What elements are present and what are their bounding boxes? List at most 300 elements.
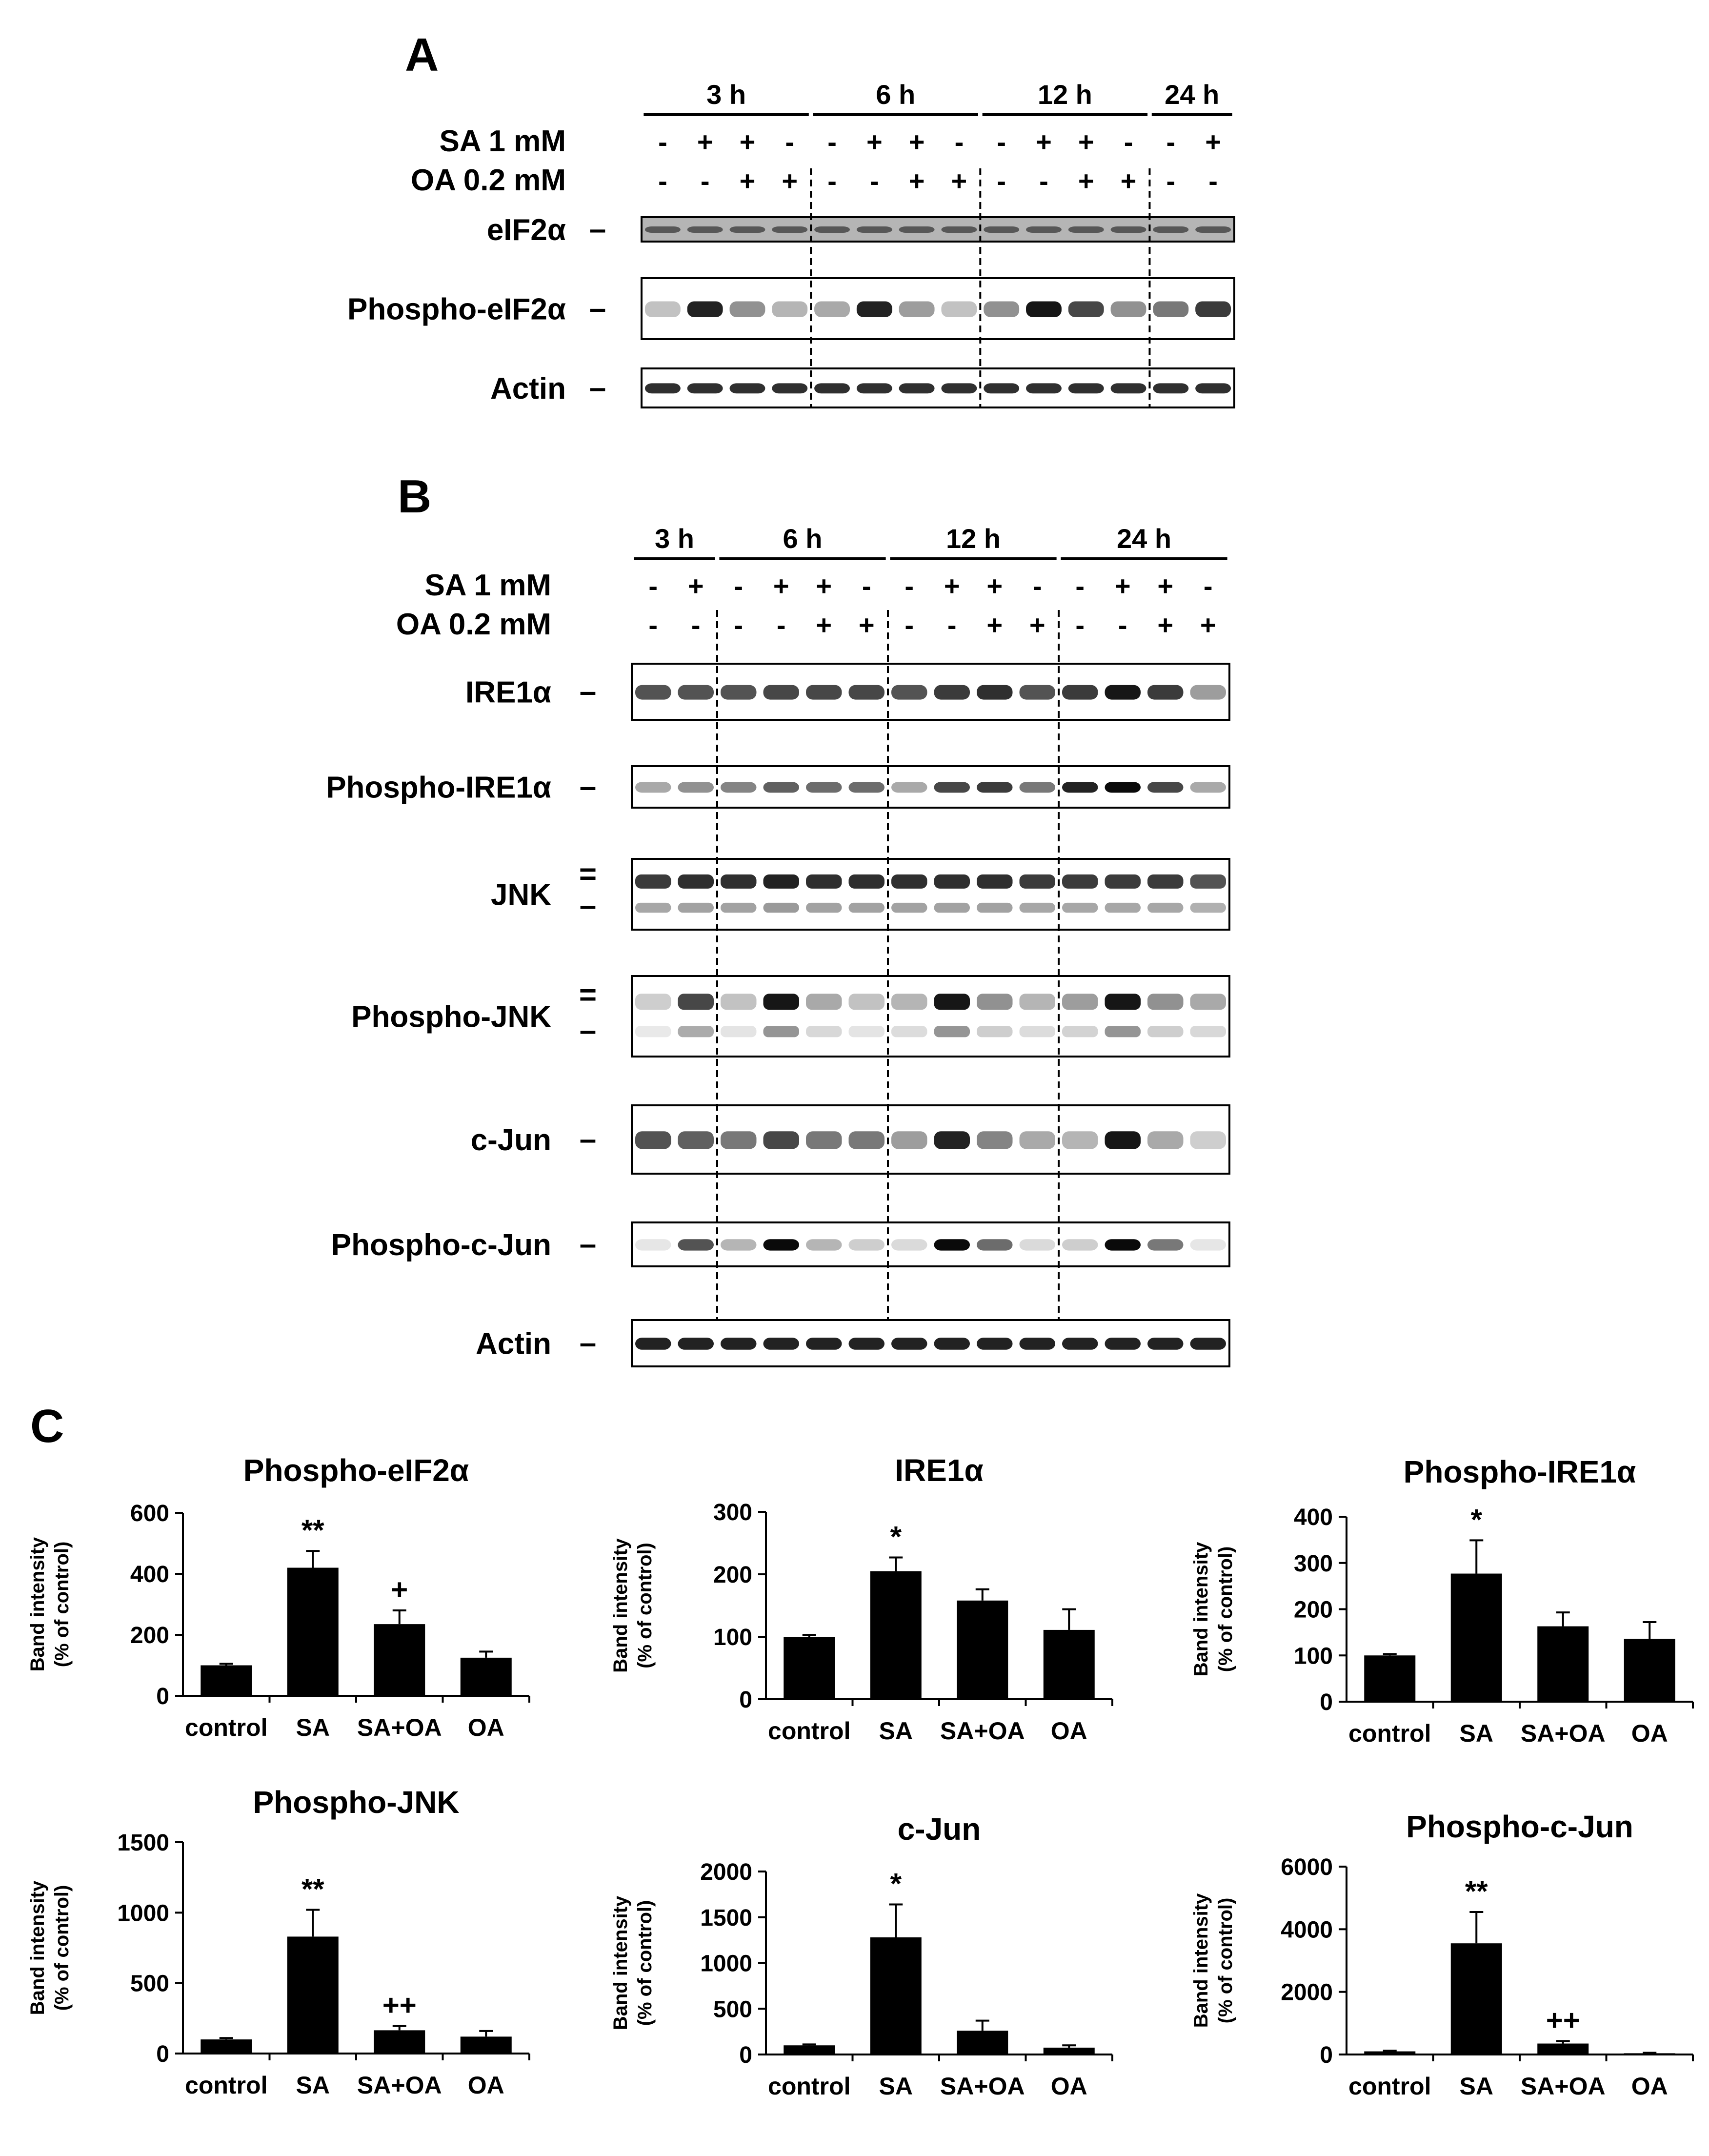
category-label: SA+OA <box>357 2072 442 2099</box>
y-tick-label: 0 <box>156 2041 169 2067</box>
y-tick-label: 200 <box>713 1562 752 1588</box>
y-tick-label: 1000 <box>117 1900 169 1927</box>
panel-b-band <box>977 685 1013 700</box>
significance-mark: ++ <box>382 1989 417 2022</box>
panel-a-band <box>730 226 765 233</box>
panel-a-blot-label: Phospho-eIF2α <box>347 292 566 326</box>
category-label: SA+OA <box>940 2073 1025 2100</box>
panel-b-band <box>1147 1338 1184 1350</box>
y-tick-label: 400 <box>1293 1505 1333 1530</box>
panel-a-band <box>1026 226 1062 233</box>
panel-a-band <box>687 302 723 318</box>
panel-b-band <box>806 994 842 1010</box>
panel-b-time-label: 12 h <box>945 523 1001 554</box>
category-label: SA <box>296 2072 330 2099</box>
panel-b-sign: - <box>1075 610 1085 640</box>
panel-b-band <box>977 1239 1013 1250</box>
panel-b-band <box>977 875 1013 889</box>
panel-a-time-label: 6 h <box>876 79 916 110</box>
panel-b-band <box>1062 1338 1098 1350</box>
bar <box>1537 2044 1588 2054</box>
significance-mark: + <box>391 1573 408 1606</box>
panel-b-band <box>849 994 885 1010</box>
panel-b-marker: – <box>579 674 597 709</box>
panel-b-band <box>1190 1026 1226 1037</box>
panel-b-band <box>1020 994 1056 1010</box>
bar <box>461 1658 512 1696</box>
panel-b-sign: - <box>648 570 658 601</box>
panel-a-sign: - <box>827 126 837 157</box>
panel-b-band <box>977 903 1013 913</box>
y-tick-label: 4000 <box>1281 1917 1333 1943</box>
panel-b-sign: - <box>1118 610 1127 640</box>
panel-b-band <box>764 782 800 793</box>
panel-b-band <box>764 685 800 700</box>
panel-b-band <box>891 903 927 913</box>
chart-0 <box>27 1453 529 1741</box>
y-tick-label: 1500 <box>700 1905 752 1931</box>
panel-b-band <box>1020 782 1056 793</box>
panel-b-band <box>1190 1338 1226 1350</box>
panel-b-band <box>891 875 927 889</box>
bar <box>1624 1639 1675 1702</box>
panel-b-band <box>721 1338 757 1350</box>
panel-a-sign: + <box>1120 165 1137 196</box>
bar <box>1451 1943 1502 2054</box>
chart-2 <box>1190 1454 1693 1747</box>
panel-a-letter: A <box>405 29 439 81</box>
panel-b-time-label: 3 h <box>655 523 694 554</box>
panel-b-sign: + <box>773 570 789 601</box>
panel-b-band <box>849 685 885 700</box>
panel-a-time-label: 12 h <box>1037 79 1092 110</box>
panel-a-sign: + <box>1078 165 1094 196</box>
bar <box>201 1666 252 1696</box>
panel-b-band <box>891 1131 927 1149</box>
panel-b-band <box>1147 1131 1184 1149</box>
panel-b-band <box>849 782 885 793</box>
category-label: control <box>185 2072 268 2099</box>
panel-b-band <box>1147 782 1184 793</box>
panel-a-sign: - <box>785 126 795 157</box>
panel-b-band <box>1062 685 1098 700</box>
panel-b-sign: + <box>1157 570 1174 601</box>
category-label: OA <box>1631 2073 1668 2100</box>
panel-b-blot-label: IRE1α <box>465 675 551 710</box>
bar <box>957 1601 1008 1699</box>
bar <box>870 1571 922 1699</box>
bar <box>287 1936 339 2054</box>
panel-a <box>347 79 1234 407</box>
panel-a-band <box>1111 302 1146 318</box>
panel-b-band <box>635 994 671 1010</box>
y-tick-label: 200 <box>1293 1597 1333 1623</box>
panel-a-marker: – <box>589 212 606 246</box>
panel-a-band <box>645 302 681 318</box>
panel-a-sign: + <box>739 165 756 196</box>
panel-b-time-label: 24 h <box>1116 523 1172 554</box>
panel-b-band <box>934 903 970 913</box>
panel-a-band <box>645 226 681 233</box>
panel-b-marker: – <box>579 1227 597 1261</box>
bar <box>870 1937 922 2054</box>
panel-b-band <box>764 1338 800 1350</box>
panel-b-band <box>977 1026 1013 1037</box>
panel-b-band <box>635 782 671 793</box>
category-label: SA+OA <box>1520 2073 1606 2100</box>
panel-a-sign: - <box>954 126 964 157</box>
panel-a-marker: – <box>589 371 606 405</box>
panel-b-band <box>1105 1026 1141 1037</box>
panel-b-condition-label: OA 0.2 mM <box>396 608 551 641</box>
panel-b-band <box>1062 1239 1098 1250</box>
panel-b-band <box>1190 875 1226 889</box>
panel-b-band <box>1147 994 1184 1010</box>
category-label: SA <box>296 1714 330 1741</box>
panel-b-band <box>1020 685 1056 700</box>
panel-b-band <box>849 1026 885 1037</box>
panel-b-band <box>1105 1239 1141 1250</box>
panel-b-blot-label: Phospho-JNK <box>351 1000 551 1034</box>
y-tick-label: 600 <box>130 1501 169 1526</box>
y-tick-label: 100 <box>713 1625 752 1650</box>
y-tick-label: 0 <box>739 1687 752 1713</box>
y-axis-label: Band intensity <box>1190 1893 1212 2028</box>
panel-a-band <box>772 383 807 393</box>
panel-b-band <box>1105 1338 1141 1350</box>
panel-a-sign: + <box>697 126 713 157</box>
panel-a-condition-label: OA 0.2 mM <box>410 163 566 197</box>
panel-a-band <box>1195 226 1231 233</box>
panel-b-band <box>891 1338 927 1350</box>
panel-a-band <box>941 302 977 318</box>
bar <box>784 2045 835 2054</box>
panel-a-sign: - <box>658 165 667 196</box>
y-axis-label: (% of control) <box>634 1543 656 1668</box>
panel-b-band <box>1105 1131 1141 1149</box>
panel-a-sign: - <box>1039 165 1048 196</box>
panel-a-band <box>1111 226 1146 233</box>
panel-b-band <box>977 1131 1013 1149</box>
significance-mark: ** <box>1465 1875 1488 1908</box>
y-tick-label: 2000 <box>1281 1979 1333 2006</box>
panel-b-sign: - <box>1075 570 1085 601</box>
bar <box>201 2039 252 2054</box>
panel-b-band <box>1020 1131 1056 1149</box>
panel-b-band <box>1147 1026 1184 1037</box>
bar <box>1537 1627 1588 1702</box>
category-label: OA <box>1050 2073 1087 2100</box>
panel-b-band <box>721 903 757 913</box>
panel-a-sign: + <box>739 126 756 157</box>
panel-b-band <box>635 1338 671 1350</box>
panel-b-sign: + <box>816 570 832 601</box>
panel-a-band <box>1153 226 1188 233</box>
panel-a-band <box>772 226 807 233</box>
panel-b-band <box>806 1338 842 1350</box>
panel-b-sign: - <box>947 610 957 640</box>
panel-b-band <box>678 782 714 793</box>
bar <box>957 2031 1008 2054</box>
panel-a-band <box>645 383 681 393</box>
bar <box>461 2036 512 2054</box>
panel-b-band <box>635 1131 671 1149</box>
panel-a-band <box>941 226 977 233</box>
panel-b-band <box>1105 903 1141 913</box>
panel-b-sign: - <box>648 610 658 640</box>
panel-b-band <box>678 994 714 1010</box>
panel-a-marker: – <box>589 291 606 325</box>
bar <box>1044 2048 1095 2054</box>
category-label: SA+OA <box>940 1717 1025 1745</box>
panel-b-time-label: 6 h <box>783 523 823 554</box>
y-tick-label: 100 <box>1293 1643 1333 1669</box>
panel-b-band <box>891 1239 927 1250</box>
panel-b-blot-frame <box>632 859 1229 930</box>
panel-b-sign: - <box>691 610 701 640</box>
panel-b-sign: - <box>905 570 914 601</box>
panel-a-time-label: 24 h <box>1165 79 1220 110</box>
panel-c-charts <box>27 1453 1693 2100</box>
category-label: control <box>185 1714 268 1741</box>
y-tick-label: 400 <box>130 1562 169 1587</box>
panel-a-sign: - <box>1208 165 1218 196</box>
y-axis-label: Band intensity <box>1190 1542 1212 1677</box>
panel-b-marker: – <box>579 1326 597 1360</box>
category-label: control <box>768 1717 851 1745</box>
panel-b-sign: - <box>862 570 871 601</box>
panel-b-band <box>891 685 927 700</box>
panel-a-sign: - <box>869 165 879 196</box>
panel-b-band <box>678 1026 714 1037</box>
panel-b-band <box>1147 875 1184 889</box>
panel-a-sign: + <box>1205 126 1221 157</box>
panel-a-blot-label: eIF2α <box>486 213 566 247</box>
panel-b-band <box>806 685 842 700</box>
y-tick-label: 1500 <box>117 1830 169 1856</box>
significance-mark: ++ <box>1546 2004 1580 2037</box>
panel-b-band <box>849 875 885 889</box>
panel-b-band <box>1105 685 1141 700</box>
panel-a-band <box>1111 383 1146 393</box>
panel-a-band <box>814 302 850 318</box>
panel-b-sign: - <box>1203 570 1213 601</box>
category-label: SA <box>879 2073 913 2100</box>
panel-b-band <box>678 875 714 889</box>
y-axis-label: Band intensity <box>27 1880 48 2015</box>
panel-b-band <box>721 1026 757 1037</box>
category-label: OA <box>467 1714 504 1741</box>
panel-a-band <box>772 302 807 318</box>
panel-a-sign: + <box>1036 126 1052 157</box>
panel-b-sign: - <box>734 610 744 640</box>
panel-a-blot-label: Actin <box>490 372 566 406</box>
panel-b-band <box>849 1338 885 1350</box>
panel-b-band <box>1147 685 1184 700</box>
y-axis-label: (% of control) <box>1215 1546 1236 1672</box>
panel-b-band <box>1062 994 1098 1010</box>
category-label: SA+OA <box>1520 1720 1606 1747</box>
panel-a-band <box>899 226 935 233</box>
panel-b-band <box>764 875 800 889</box>
panel-b-band <box>891 782 927 793</box>
y-axis-label: (% of control) <box>51 1885 73 2011</box>
panel-b-band <box>721 875 757 889</box>
y-axis-label: Band intensity <box>610 1538 631 1673</box>
panel-b-marker: – <box>579 770 597 804</box>
panel-a-band <box>857 226 892 233</box>
panel-a-band <box>984 383 1019 393</box>
category-label: OA <box>1050 1717 1087 1745</box>
panel-a-band <box>1153 302 1188 318</box>
panel-b-band <box>721 994 757 1010</box>
panel-b-band <box>977 994 1013 1010</box>
y-tick-label: 1000 <box>700 1951 752 1977</box>
panel-a-band <box>814 383 850 393</box>
panel-b-band <box>721 1131 757 1149</box>
panel-a-band <box>899 383 935 393</box>
category-label: control <box>1348 1720 1431 1747</box>
chart-title: Phospho-eIF2α <box>243 1453 469 1488</box>
panel-b-band <box>1147 903 1184 913</box>
panel-b-band <box>1105 782 1141 793</box>
category-label: control <box>768 2073 851 2100</box>
panel-a-band <box>1026 302 1062 318</box>
panel-b-letter: B <box>398 470 432 523</box>
panel-b-band <box>934 1131 970 1149</box>
panel-b-band <box>934 685 970 700</box>
panel-b-band <box>934 875 970 889</box>
panel-b-band <box>721 685 757 700</box>
panel-b-band <box>1020 1239 1056 1250</box>
panel-b-blot-label: c-Jun <box>470 1123 551 1157</box>
panel-b-band <box>764 994 800 1010</box>
panel-b-blot-frame <box>632 976 1229 1057</box>
panel-b-band <box>1020 1026 1056 1037</box>
panel-b-band <box>934 782 970 793</box>
significance-mark: ** <box>301 1514 324 1547</box>
panel-a-band <box>1068 302 1104 318</box>
panel-a-sign: + <box>1078 126 1094 157</box>
panel-b-band <box>934 1239 970 1250</box>
panel-b-band <box>1062 782 1098 793</box>
panel-b-band <box>806 1239 842 1250</box>
panel-a-sign: - <box>997 165 1006 196</box>
y-tick-label: 0 <box>156 1684 169 1709</box>
panel-b-sign: - <box>734 570 744 601</box>
panel-b-band <box>934 1338 970 1350</box>
panel-a-band <box>984 226 1019 233</box>
panel-b-band <box>1020 1338 1056 1350</box>
panel-a-band <box>687 383 723 393</box>
panel-b-sign: + <box>1157 610 1174 640</box>
y-tick-label: 300 <box>713 1500 752 1525</box>
panel-b-band <box>1190 685 1226 700</box>
panel-b-band <box>764 1131 800 1149</box>
y-tick-label: 500 <box>130 1971 169 1997</box>
panel-b-condition-label: SA 1 mM <box>424 569 551 602</box>
y-axis-label: Band intensity <box>610 1895 631 2031</box>
chart-5 <box>1190 1809 1693 2100</box>
y-tick-label: 200 <box>130 1623 169 1648</box>
category-label: OA <box>1631 1720 1668 1747</box>
panel-a-band <box>1195 383 1231 393</box>
panel-b-marker: = <box>579 857 597 892</box>
panel-b-band <box>764 903 800 913</box>
panel-b-sign: + <box>816 610 832 640</box>
panel-b-band <box>977 782 1013 793</box>
category-label: SA <box>879 1717 913 1745</box>
chart-title: c-Jun <box>897 1811 981 1847</box>
panel-a-band <box>730 383 765 393</box>
panel-c-letter: C <box>30 1400 64 1452</box>
panel-a-sign: - <box>827 165 837 196</box>
y-tick-label: 0 <box>1320 2042 1333 2068</box>
panel-b-blot-label: Phospho-IRE1α <box>326 771 551 805</box>
panel-a-sign: + <box>951 165 967 196</box>
panel-b-band <box>806 782 842 793</box>
panel-a-sign: + <box>908 126 925 157</box>
panel-b-band <box>1062 875 1098 889</box>
panel-b-band <box>1020 903 1056 913</box>
panel-b-band <box>1105 994 1141 1010</box>
y-axis-label: (% of control) <box>1215 1897 1236 2024</box>
bar <box>374 1624 425 1696</box>
panel-b-sign: + <box>1029 610 1046 640</box>
panel-b-band <box>1062 1131 1098 1149</box>
panel-b-band <box>934 1026 970 1037</box>
y-axis-label: (% of control) <box>51 1541 73 1668</box>
panel-b-band <box>1062 903 1098 913</box>
significance-mark: * <box>1470 1503 1482 1536</box>
significance-mark: * <box>890 1867 902 1900</box>
panel-b-marker: – <box>579 1122 597 1156</box>
panel-b-marker: – <box>579 1014 597 1047</box>
category-label: SA+OA <box>357 1714 442 1741</box>
panel-b-sign: + <box>986 610 1003 640</box>
chart-3 <box>27 1785 529 2099</box>
y-tick-label: 0 <box>1320 1689 1333 1715</box>
panel-b-sign: - <box>905 610 914 640</box>
panel-b-band <box>891 1026 927 1037</box>
panel-a-band <box>814 226 850 233</box>
panel-b-blot-label: Actin <box>476 1327 551 1361</box>
y-tick-label: 500 <box>713 1996 752 2023</box>
panel-b-band <box>806 1026 842 1037</box>
panel-b-band <box>764 1239 800 1250</box>
panel-b-band <box>934 994 970 1010</box>
panel-b-band <box>635 1026 671 1037</box>
panel-a-band <box>857 302 892 318</box>
y-tick-label: 2000 <box>700 1859 752 1885</box>
chart-1 <box>610 1453 1112 1745</box>
panel-a-band <box>1195 302 1231 318</box>
panel-a-band <box>941 383 977 393</box>
panel-b-band <box>721 782 757 793</box>
panel-b-sign: + <box>944 570 960 601</box>
panel-a-band <box>730 302 765 318</box>
panel-a-band <box>857 383 892 393</box>
panel-b-marker: = <box>579 978 597 1012</box>
bar <box>1364 2052 1415 2054</box>
category-label: SA <box>1459 2073 1493 2100</box>
panel-b-band <box>635 1239 671 1250</box>
panel-b-band <box>1190 1131 1226 1149</box>
y-tick-label: 0 <box>739 2042 752 2068</box>
panel-b-band <box>1190 1239 1226 1250</box>
panel-a-sign: - <box>997 126 1006 157</box>
panel-b-band <box>891 994 927 1010</box>
